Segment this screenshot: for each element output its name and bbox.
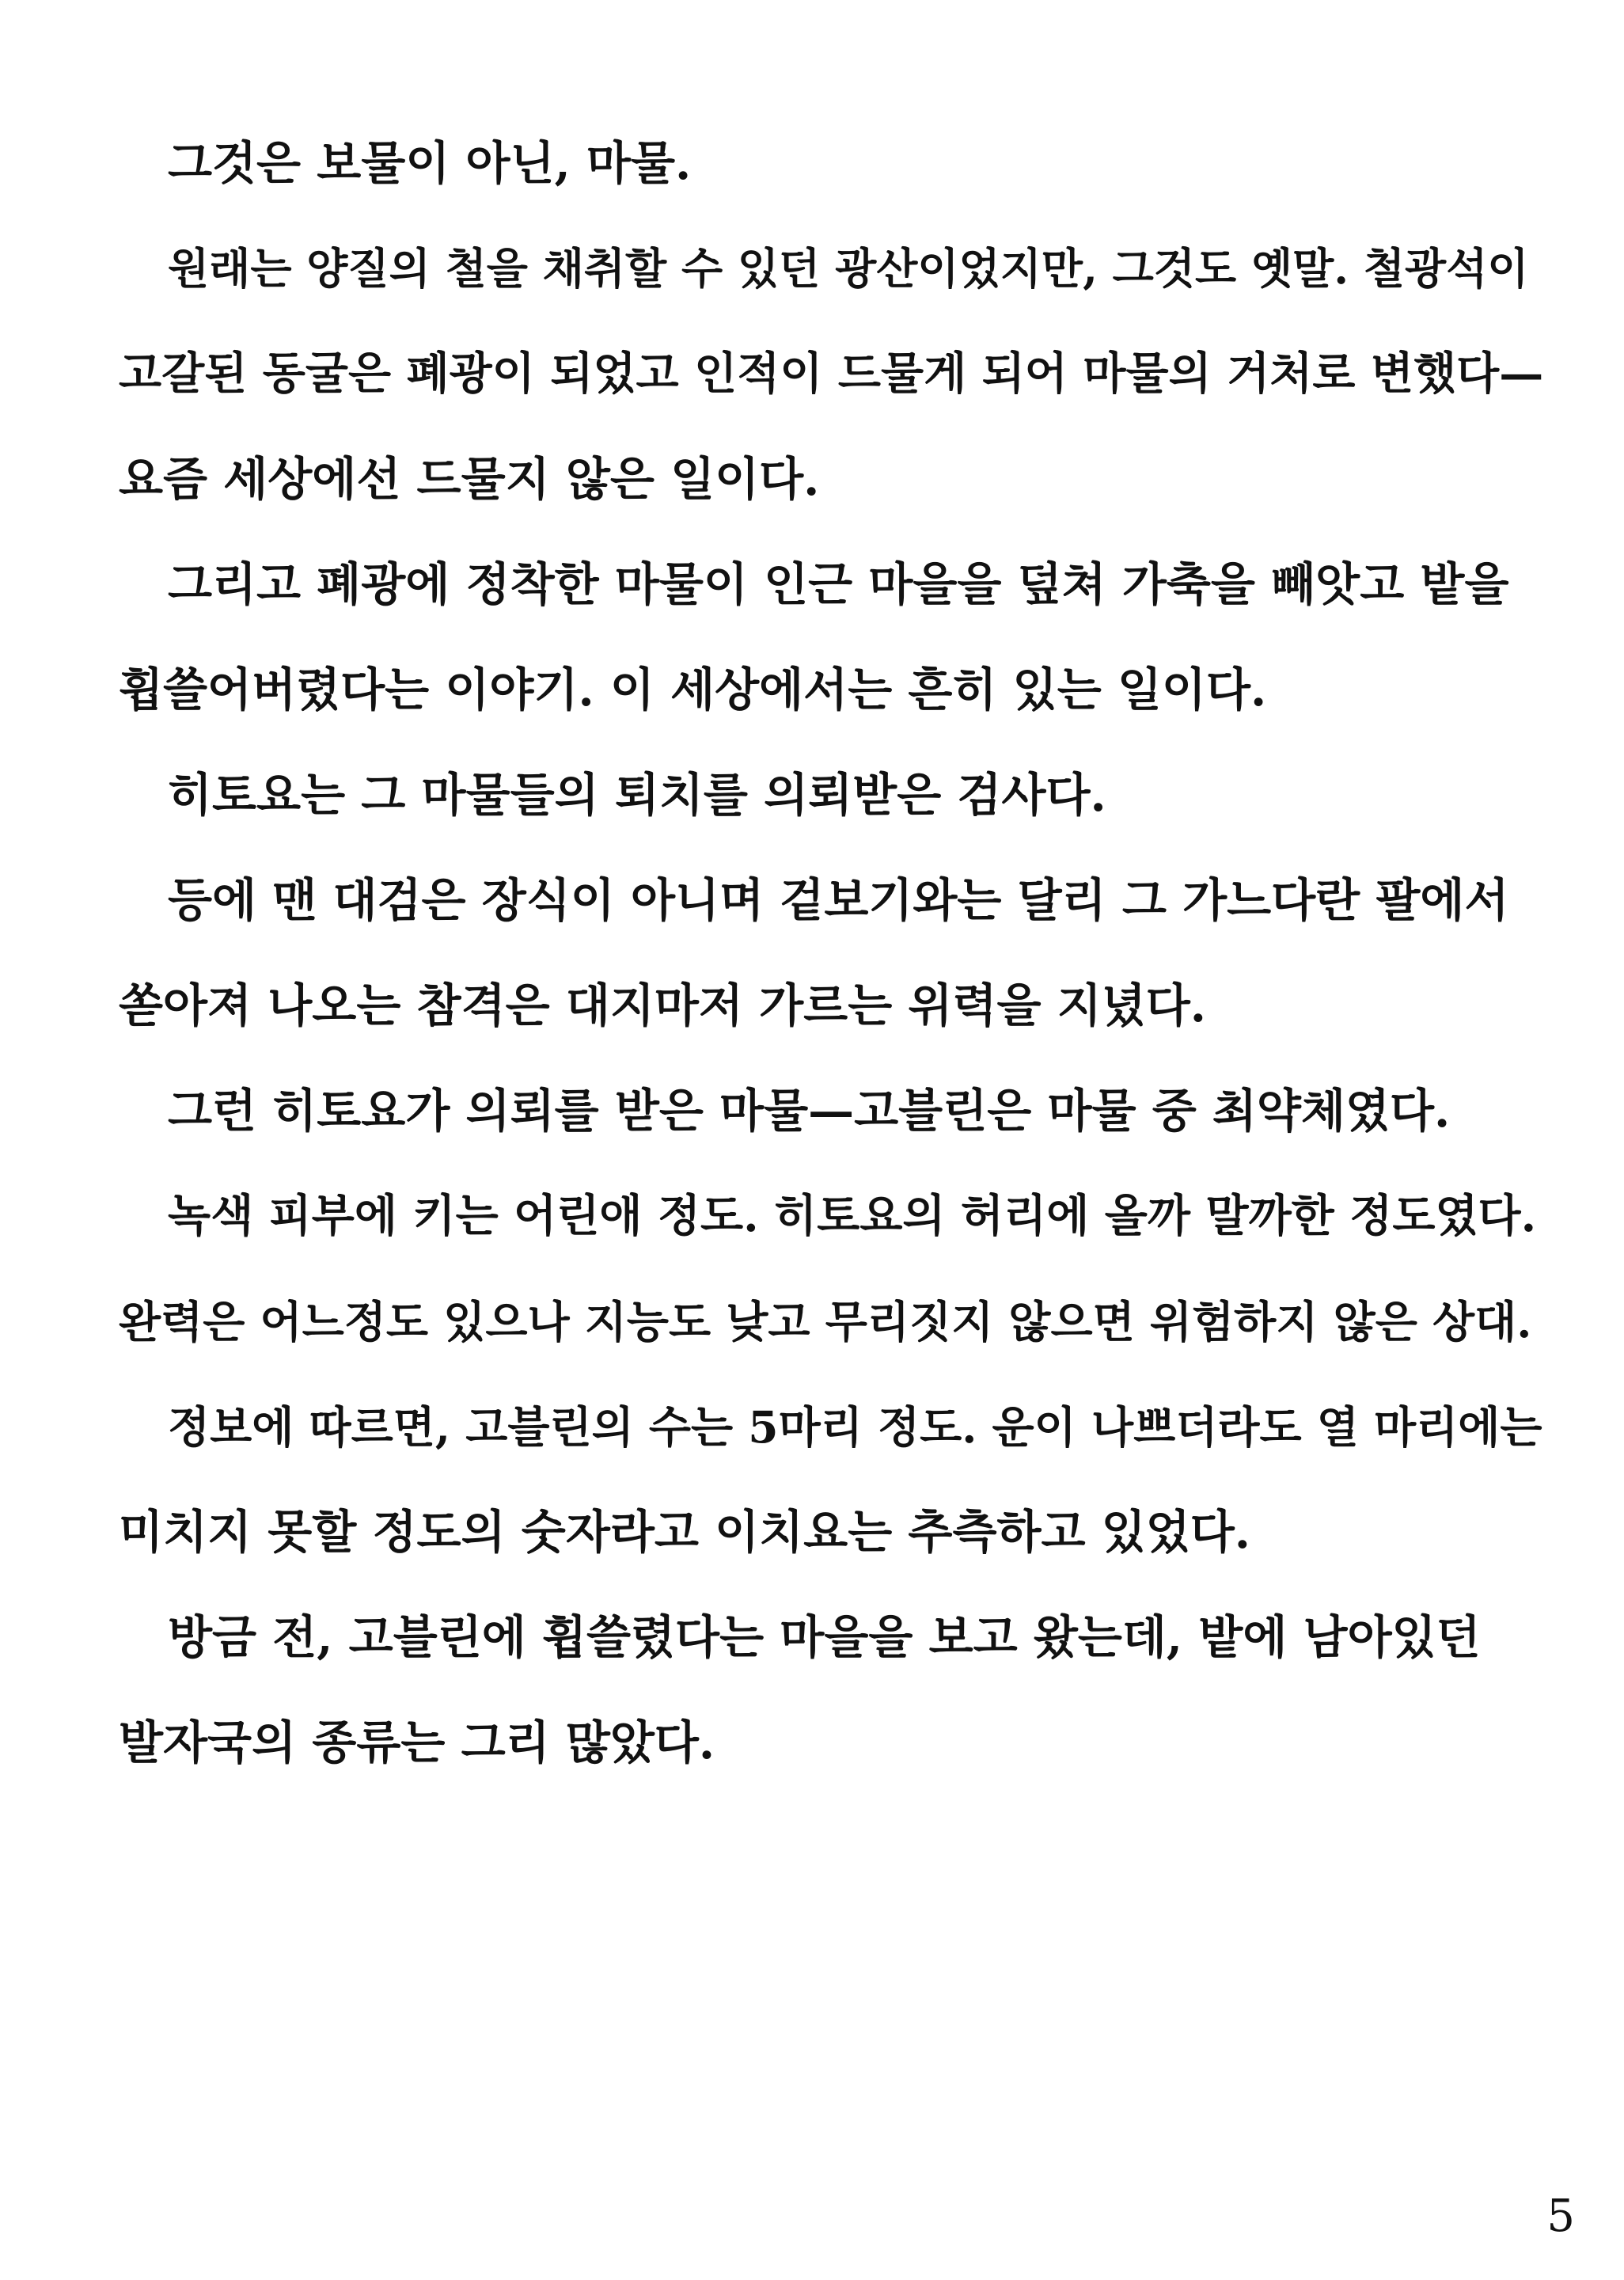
text-line: 그것은 보물이 아닌, 마물. <box>168 136 692 190</box>
text-line: 등에 맨 대검은 장식이 아니며 겉보기와는 달리 그 가느다란 팔에서 <box>168 873 1509 927</box>
text-line: 요즘 세상에선 드물지 않은 일이다. <box>119 452 820 506</box>
text-line: 원래는 양질의 철을 채취할 수 있던 광산이었지만, 그것도 옛말. 철광석이 <box>168 243 1529 294</box>
text-line: 방금 전, 고블린에 휩쓸렸다는 마을을 보고 왔는데, 밭에 남아있던 <box>168 1610 1481 1664</box>
page-number: 5 <box>1546 2191 1575 2242</box>
text-line: 휩쓸어버렸다는 이야기. 이 세상에서는 흔히 있는 일이다. <box>119 663 1267 716</box>
text-line: 쏟아져 나오는 참격은 대지마저 가르는 위력을 지녔다. <box>119 978 1206 1032</box>
text-line: 녹색 피부에 키는 어린애 정도. 히토요의 허리에 올까 말까한 정도였다. <box>168 1190 1537 1242</box>
text-line: 미치지 못할 정도의 숫자라고 이치요는 추측하고 있었다. <box>119 1505 1250 1559</box>
text-line: 고갈된 동굴은 폐광이 되었고 인적이 드물게 되어 마물의 거처로 변했다— <box>119 348 1544 400</box>
text-line: 그런 히토요가 의뢰를 받은 마물—고블린은 마물 중 최약체였다. <box>168 1084 1451 1138</box>
text-line: 정보에 따르면, 고블린의 수는 5마리 정도. 운이 나쁘더라도 열 마리에는 <box>168 1401 1542 1453</box>
text-line: 히토요는 그 마물들의 퇴치를 의뢰받은 검사다. <box>168 768 1106 822</box>
text-line: 완력은 어느정도 있으나 지능도 낮고 무리짓지 않으면 위험하지 않은 상대. <box>119 1296 1532 1347</box>
text-line: 그리고 폐광에 정착한 마물이 인근 마을을 덮쳐 가축을 빼앗고 밭을 <box>168 557 1509 611</box>
text-line: 발자국의 종류는 그리 많았다. <box>119 1716 715 1769</box>
body-text <box>119 111 1543 1796</box>
